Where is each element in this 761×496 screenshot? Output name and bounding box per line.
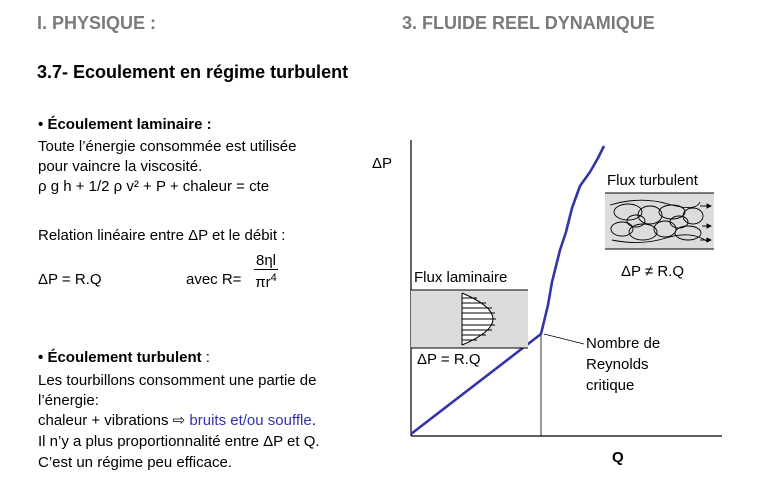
header-left: I. PHYSIQUE : [37, 13, 157, 33]
denominator-exponent: 4 [270, 272, 277, 284]
turbulent-flow-icon [605, 193, 714, 249]
reynolds-line-2: Reynolds [586, 356, 649, 373]
reynolds-line-1: Nombre de [586, 335, 661, 352]
turbulent-line-5: C’est un régime peu efficace. [38, 454, 232, 471]
turbulent-relation-label: ΔP ≠ R.Q [621, 263, 684, 280]
turbulent-flow-label: Flux turbulent [607, 172, 698, 189]
turbulent-line-3-pre: chaleur + vibrations ⇨ [38, 412, 190, 429]
laminar-flow-icon [411, 290, 528, 348]
section-title: 3.7- Ecoulement en régime turbulent [37, 62, 349, 82]
laminar-flow-label: Flux laminaire [414, 269, 508, 286]
y-axis-label: ΔP [372, 155, 393, 172]
x-axis-label: Q [612, 449, 624, 466]
reynolds-line-3: critique [586, 377, 635, 394]
bernoulli-equation: ρ g h + 1/2 ρ v² + P + chaleur = cte [38, 178, 270, 195]
bullet-icon: • [38, 349, 44, 366]
bullet-icon: • [38, 116, 44, 133]
turbulent-line-1: Les tourbillons consomment une partie de [38, 372, 317, 389]
turbulent-heading-text: Écoulement turbulent [47, 349, 202, 366]
header-right: 3. FLUIDE REEL DYNAMIQUE [402, 13, 655, 33]
laminar-line-2: pour vaincre la viscosité. [38, 158, 203, 175]
reynolds-pointer [544, 334, 584, 344]
fraction-numerator: 8ηl [256, 252, 277, 269]
turbulent-line-4: Il n’y a plus proportionnalité entre ΔP et Q. [38, 433, 320, 450]
turbulent-line-2: l’énergie: [38, 392, 99, 409]
laminar-formula: ΔP = R.Q [38, 271, 102, 288]
laminar-heading-text: Écoulement laminaire : [47, 116, 212, 133]
denominator-base: πr [255, 274, 271, 291]
laminar-relation-text: Relation linéaire entre ΔP et le débit : [38, 227, 286, 244]
laminar-relation-label: ΔP = R.Q [417, 351, 481, 368]
laminar-line-1: Toute l’énergie consommée est utilisée [38, 138, 297, 155]
noise-text: bruits et/ou souffle [189, 412, 312, 429]
avec-label: avec R= [186, 271, 242, 288]
turbulent-heading-colon: : [201, 349, 210, 366]
turbulent-line-3-post: . [311, 412, 316, 429]
